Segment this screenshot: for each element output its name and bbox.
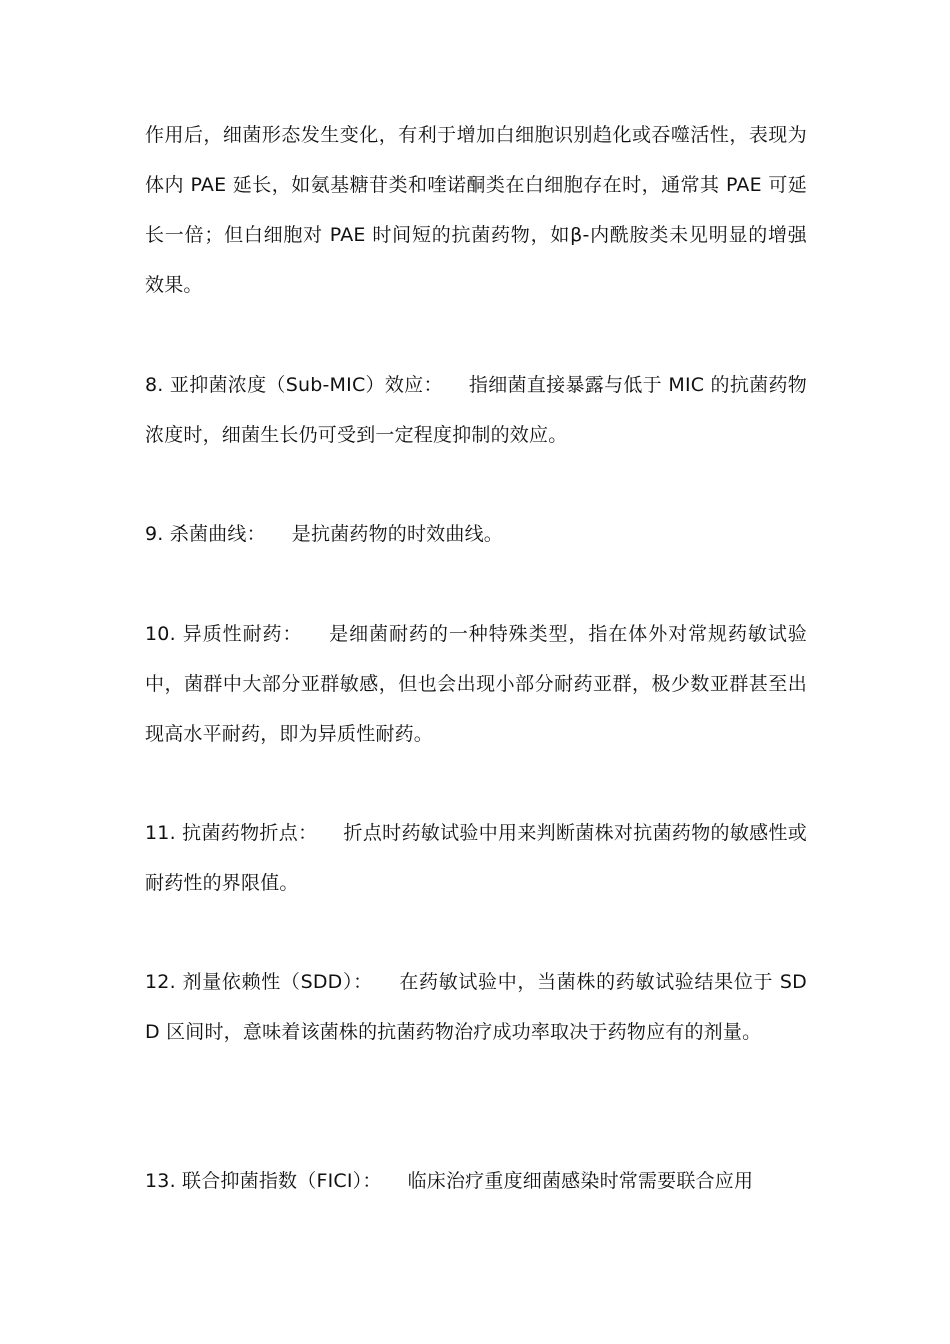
definition-item-9 [145,509,807,559]
term-label: 13. 联合抑菌指数（FICI）： [145,1170,382,1192]
term-definition: 是抗菌药物的时效曲线。 [291,523,503,545]
term-definition: 是细菌耐药的一种特殊类型，指在体外对常规药敏试验中，菌群中大部分亚群敏感，但也会出现小部分耐药亚群，极少数亚群甚至出现高水平耐药，即为异质性耐药。 [145,623,807,745]
term-label: 11. 抗菌药物折点： [145,822,318,844]
definition-item-11 [145,808,807,908]
definition-item-12 [145,957,807,1057]
definition-item-13 [145,1156,807,1206]
paragraph-intro [145,110,807,310]
term-definition: 折点时药敏试验中用来判断菌株对抗菌药物的敏感性或耐药性的界限值。 [145,822,807,894]
term-label: 8. 亚抑菌浓度（Sub-MIC）效应： [145,374,443,396]
definition-item-8 [145,360,807,460]
definition-item-10 [145,609,807,759]
term-definition: 在药敏试验中，当菌株的药敏试验结果位于 SDD 区间时，意味着该菌株的抗菌药物治疗成功率取决于药物应有的剂量。 [145,971,808,1043]
term-definition: 临床治疗重度细菌感染时常需要联合应用 [407,1170,754,1192]
term-label: 12. 剂量依赖性（SDD）： [145,971,373,993]
term-definition: 指细菌直接暴露与低于 MIC 的抗菌药物浓度时，细菌生长仍可受到一定程度抑制的效应。 [145,374,808,446]
term-label: 10. 异质性耐药： [145,623,303,645]
paragraph-intro-text: 作用后，细菌形态发生变化，有利于增加白细胞识别趋化或吞噬活性，表现为体内 PAE 延长，如氨基糖苷类和喹诺酮类在白细胞存在时，通常其 PAE 可延长一倍；但白细胞对 PAE 时间短的抗菌药物，如β-内酰胺类未见明显的增强效果。 [145,124,807,296]
term-label: 9. 杀菌曲线： [145,523,266,545]
